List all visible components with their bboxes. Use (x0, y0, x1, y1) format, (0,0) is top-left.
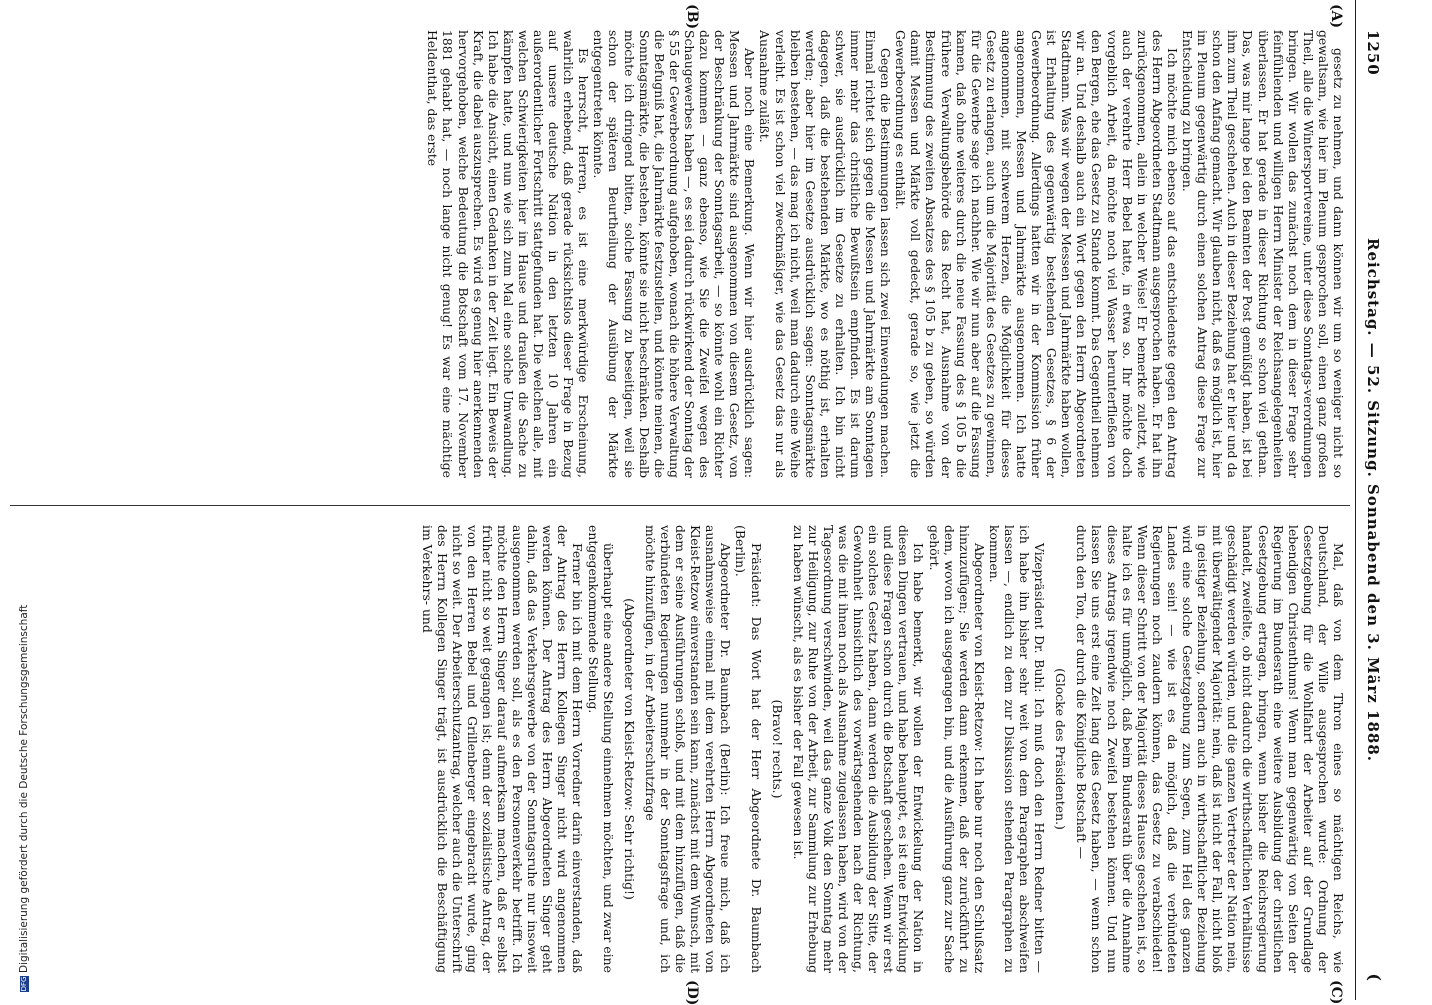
margin-mark-a: (A) (1328, 4, 1344, 29)
page-number: 1250 (1364, 30, 1382, 76)
speech-paragraph: Abgeordneter Dr. Baumbach (Berlin): Ich freue mich, daß ich ausnahmsweise einmal mit dem verehrten Herrn Abgeordneten von Kleist-Retzow einverstanden sein kann, zunächst mit dem Wunsch, mit dem er seine Ausführungen schloß, und mit dem hinzufügen, daß die verbündeten Regierungen nunmehr in der Sonntagsfrage und, ich möchte hinzufügen, in der Arbeiterschutzfrage (642, 525, 734, 973)
paragraph: Ich möchte mich ebenso auf das entschiedenste gegen den Antrag des Herrn Abgeordneten Stadtmann ausgesprochen haben. Er hat ihn zurückgenommen, allein in welcher Weise! Er bemerkte zuletzt, wie auch der verehrte Herr Bebel hatte, in etwa so. Ihr möchte doch vorgeblich Arbeit, da möchte noch viel Wasser herunterfließen von den Bergen, ehe das Gesetz zu Stande kommt. Das Gegentheil nehmen wir an. Und deshalb auch ein Wort gegen den Herrn Abgeordneten Stadtmann. Was wir wegen der Messen und Jahrmärkte haben wollen, ist Erhaltung des gegenwärtig bestehenden Gesetzes, § 6 der Gewerbeordnung. Allerdings hatten wir in der Kommission früher angenommen, Messen und Jahrmärkte ausgenommen. Ich hatte angenommen, mit schwerem Herzen, die Möglichkeit für dieses Gesetz zu erlangen, auch um die Majorität des Gesetzes zu gewinnen, für die Gewerbe sage ich nachher. Wie wir nun aber auf die Fassung kamen, daß ohne weiteres durch die neue Fassung des § 105 b die frühere Verwaltungsbehörde das Recht hat, Ausnahme von der Bestimmung des zweiten Absatzes des § 105 b zu geben, so würden damit Messen und Märkte voll gedeckt, gerade so, wie jetzt die Gewerbeordnung es enthält. (893, 30, 1180, 478)
paragraph: gesetz zu nehmen, und dann können wir um so weniger nicht so gewaltsam, wie hier im Plenum gesprochen soll, einen ganz großen Theil, alle die Wintersportvereine, unter diese Sonntags-verordnungen bringen. Wir wollen das zunächst noch dem in dieser Frage sehr feinfühlenden und willigen Herrn Minister der Reichsangelegenheiten überlassen. Er hat gerade in dieser Richtung so schon viel gethan. Das, was mir lange bei den Beamten der Post gemüßigt haben, ist bei ihm zum Theil geschehen. Auch in dieser Beziehung hat er hier und da schon den Anfang gemacht. Wir glauben nicht, daß es möglich ist, hier im Plenum gegenwärtig durch einen solchen Antrag diese Frage zur Entscheidung zu bringen. (1180, 30, 1346, 478)
page-title: Reichstag. — 52. Sitzung. Sonnabend den 3. März 1888. (1364, 237, 1382, 763)
column-divider (10, 505, 1350, 506)
page-header (1355, 0, 1390, 1000)
dfg-logo: DFG (19, 976, 28, 992)
paragraph: Es herrscht, Herren, es ist eine merkwürdige Erscheinung, wahrlich erhebend, daß gerade rücksichtslos dieser Frage in Bezug auf unsere deutsche Nation in den letzten 10 Jahren ein außerordentlicher Fortschritt stattgefunden hat. Die welchen alle, mit welchen Schwierigkeiten hier im Hause und draußen die Sache zu kämpfen hatte, und nun wie sich zum Mal eine solche Umwandlung. Ich habe die Ansicht, einen Gedanken in der Zeit liegt. Ein Beweis der Kraft, die dabei auszusprechen. Es wird es genug hier anerkennenden hervorgehoben, welche Bedeutung die Botschaft vom 17. November 1881 gehabt hat, — noch lange nicht genug! Es war eine mächtige Heldenthat, das erste (425, 30, 592, 478)
margin-mark-c: (C) (1328, 980, 1344, 1005)
paragraph: Mal, daß von dem Thron eines so mächtigen Reichs, wie Deutschland, der Wille ausgesprochen wurde: Ordnung der Gesetzgebung für die Wohlfahrt der Arbeiter auf der Grundlage lebendigen Christenthums! Wenn man gegenwärtig von Seiten der Regierung im Bundesrath eine weitere Ausbildung der christlichen Gesetzgebung ertragen, bringen, wenn bisher die Reichsregierung handelt, zweifelte, ob nicht dadurch die wirthschaftlichen Verhältnisse geschädigt werden würden, und die ganzen Vertreter der Nation nein, mit überwältigender Majorität: nein, daß ist nicht der Fall, nicht bloß in geistiger Beziehung, sondern auch in wirthschaftlicher Beziehung wird eine solche Gesetzgebung zum Segen, zum Heil des ganzen Landes sein! — wie ist es da möglich, daß die verbündeten Regierungen noch zaudern können, das Gesetz zu verabschieden! Wenn dieser Schritt von der Majorität dieses Hauses geschehen ist, so halte ich es für unmöglich, daß beim Bundesrath über die Annahme dieses Antrags irgendwie noch Zweifel bestehen können. Und nun lassen Sie uns erst eine Zeit lang dies Gesetz haben, — wenn schon durch den Ton, der durch die Königliche Botschaft — (1074, 525, 1346, 973)
corner-mark: ( (1365, 973, 1384, 982)
paragraph: überhaupt eine andere Stellung einnehmen möchten, und zwar eine entgegenkommende Stellung. (585, 525, 616, 973)
paragraph: Aber noch eine Bemerkung. Wenn wir hier ausdrücklich sagen: Messen und Jahrmärkte sind ausgenommen von diesem Gesetz, von der Beschränkung der Sonntagsarbeit, — so könnte wohl ein Richter dazu kommen — ganz ebenso, wie Sie die Zweifel wegen des Schaugewerbes haben —, es sei dadurch rückwirkend der Sonntag der § 55 der Gewerbeordnung aufgehoben, wonach die höhere Verwaltung die Befugniß hat, die Jahrmärkte festzustellen, und könnte meinen, die Sonntagsmärkte, die bestehen, könnte sie nicht beschränken. Deshalb möchte ich dringend bitten, solche Fassung zu beseitigen, weil sie schon der späteren Beurtheilung der Ausübung der Märkte entgegentreten könnte. (591, 30, 758, 478)
speech-paragraph: Abgeordneter von Kleist-Retzow: Ich habe nur noch den Schlußsatz hinzuzufügen; Sie werden dann erkennen, daß der zurückführt zu dem, wovon ich ausgegangen bin, und die Ausführung ganz zur Sache gehört. (926, 525, 987, 973)
right-text-column (16, 525, 1346, 973)
paragraph: Ferner bin ich mit dem Herrn Vorredner darin einverstanden, daß der Antrag des Herrn Kollegen Singer nicht wird angenommen werden können. Der Antrag des Herrn Abgeordneten Singer geht dahin, daß das Verkehrsgewerbe von der Sonntagsruhe nur insoweit ausgenommen werden soll, als es den Personenverkehr betrifft. Ich möchte den Herrn Singer darauf aufmerksam machen, daß er selbst früher nicht so weit gegangen ist; denn der sozialistische Antrag, der von den Herren Bebel und Grillenberger eingebracht wurde, ging nicht so weit. Der Arbeiterschutzantrag, welcher auch die Unterschrift des Herrn Kollegen Singer trägt, ist ausdrücklich die Beschäftigung im Verkehrs- und (419, 525, 586, 973)
stage-direction: (Bravo! rechts.) (769, 699, 785, 799)
credit-text: Digitalisierung gefördert durch die Deutsche Forschungsgemeinschaft (18, 604, 30, 973)
digitization-credit (2, 600, 30, 1000)
speech-paragraph: Vizepräsident Dr. Buhl: Ich muß doch den Herrn Redner bitten — ich habe ihn bisher sehr weit von dem Paragraphen abschweifen lassen —, endlich zu dem zur Diskussion stehenden Paragraphen zu kommen. (986, 525, 1048, 973)
paragraph: Gegen die Bestimmungen lassen sich zwei Einwendungen machen. Einmal richtet sich gegen die Messen und Jahrmärkte am Sonntagen immer mehr das christliche Bewußtsein empfinden. Es ist darum schwer, sie ausdrücklich im Gesetze zu erhalten. Ich bin nicht dagegen, daß die bestehenden Märkte, wo es nöthig ist, erhalten werden; aber hier im Gesetze ausdrücklich sagen: Sonntagsmärkte bleiben bestehen, — das mag ich nicht, weil man dadurch eine Weihe verleiht. Es ist schon viel zweckmäßiger, wie das Gesetz das nur als Ausnahme zuläßt. (757, 30, 894, 478)
stage-direction: (Abgeordneter von Kleist-Retzow: Sehr richtig!) (621, 598, 637, 900)
credit-line (18, 602, 30, 992)
speech-paragraph: Präsident: Das Wort hat der Herr Abgeordnete Dr. Baumbach (Berlin). (733, 525, 764, 973)
margin-mark-d: (D) (684, 980, 700, 1005)
left-text-column (16, 30, 1346, 478)
paragraph: Ich habe bemerkt, wir wollen der Entwickelung der Nation in diesen Dingen vertrauen, und habe behauptet, es ist eine Entwicklung und diese Fragen schon durch die Botschaft geschehen. Wenn wir erst ein solches Gesetz haben, dann werden die Ausbildung der Sitte, der Gewohnheit hinsichtlich des vorwärtsgehenden nach der Richtung, was die mit ihnen noch als Ausnahme zugelassen haben, wird von der Tagesordnung verschwinden, weil das ganze Volk den Sonntag mehr zur Heiligung, zur Ruhe von der Arbeit, zur Sammlung zur Erhebung zu haben wünscht, als es bisher der Fall gewesen ist. (790, 525, 927, 973)
margin-mark-b: (B) (684, 4, 700, 30)
stage-direction: (Glocke des Präsidenten.) (1053, 668, 1069, 830)
